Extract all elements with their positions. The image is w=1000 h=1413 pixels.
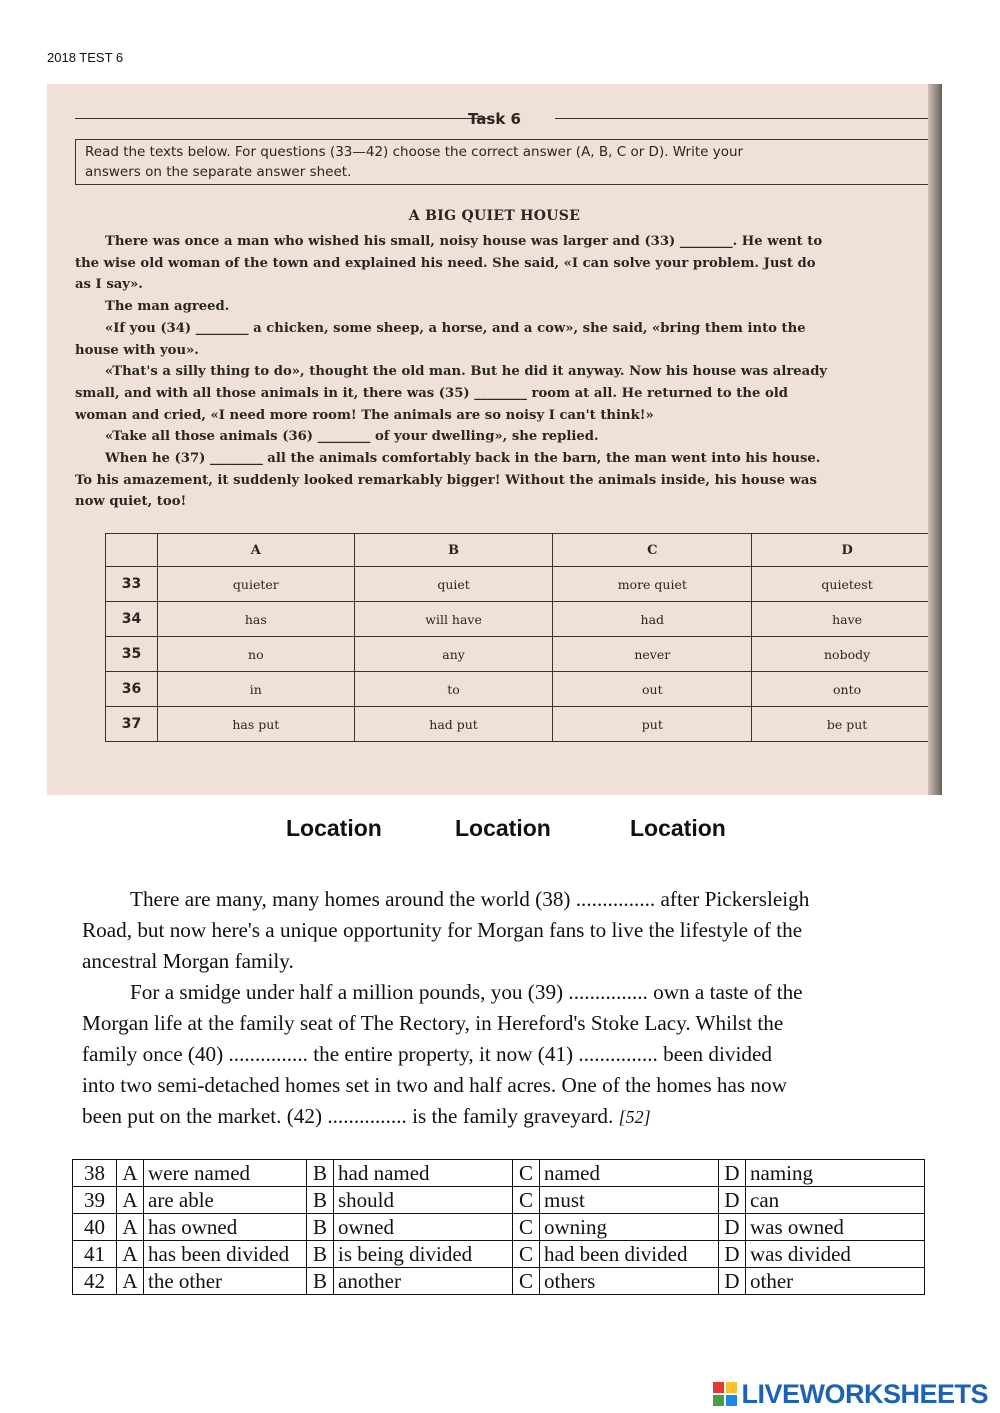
option-letter: A [117, 1241, 144, 1268]
story-line: the wise old woman of the town and explained his need. She said, «I can solve your problem. Just do [75, 255, 816, 271]
option-text: was divided [746, 1241, 925, 1268]
question-number: 34 [106, 602, 158, 637]
option-a: has put [157, 707, 354, 742]
option-text: the other [144, 1268, 307, 1295]
option-text: was owned [746, 1214, 925, 1241]
option-text: were named [144, 1160, 307, 1187]
option-text: has owned [144, 1214, 307, 1241]
option-d: have [752, 602, 942, 637]
story-line: When he (37) ________ all the animals comfortably back in the barn, the man went into his house. [105, 451, 821, 467]
story-line: small, and with all those animals in it, there was (35) ________ room at all. He returned to the old [75, 385, 788, 401]
text-line: into two semi-detached homes set in two and half acres. One of the homes has now [82, 1073, 787, 1097]
table-row [73, 1214, 925, 1241]
column-header-b: B [354, 534, 553, 567]
story-text [75, 231, 942, 513]
text-line: Road, but now here's a unique opportunity for Morgan fans to live the lifestyle of the [82, 918, 803, 942]
option-text: others [540, 1268, 719, 1295]
header-label: 2018 TEST 6 [47, 50, 124, 65]
option-letter: B [307, 1268, 334, 1295]
story-line: woman and cried, «I need more room! The animals are so noisy I can't think!» [75, 407, 654, 423]
question-number: 38 [73, 1160, 117, 1187]
text-line [82, 1101, 912, 1133]
story-line: «That's a silly thing to do», thought the old man. But he did it anyway. Now his house was already [105, 364, 828, 380]
brand-name: LIVEWORKSHEETS [741, 1378, 988, 1409]
option-b: any [354, 637, 553, 672]
table-corner-cell [106, 534, 158, 567]
table-row [106, 567, 943, 602]
brand-mark-square [726, 1382, 737, 1393]
option-d: nobody [752, 637, 942, 672]
option-a: has [157, 602, 354, 637]
option-a: no [157, 637, 354, 672]
table-row [73, 1241, 925, 1268]
option-b: to [354, 672, 553, 707]
option-text: must [540, 1187, 719, 1214]
option-letter: C [513, 1214, 540, 1241]
option-text: other [746, 1268, 925, 1295]
option-letter: B [307, 1241, 334, 1268]
option-c: put [553, 707, 752, 742]
table-row [73, 1187, 925, 1214]
citation: [52] [618, 1107, 651, 1127]
location-label: Location [455, 815, 551, 841]
option-text: owned [334, 1214, 513, 1241]
answer-options-table-33-37 [105, 533, 942, 742]
story-line: There was once a man who wished his small, noisy house was larger and (33) ________. He went to [105, 234, 823, 249]
text-line: family once (40) ............... the entire property, it now (41) ............... been divided [82, 1042, 772, 1066]
option-text: can [746, 1187, 925, 1214]
option-letter: D [719, 1241, 746, 1268]
option-letter: B [307, 1160, 334, 1187]
text-line: There are many, many homes around the world (38) ............... after Pickersleigh [130, 887, 810, 911]
story-title: A BIG QUIET HOUSE [408, 208, 581, 224]
column-header-a: A [157, 534, 354, 567]
story-line: house with you». [75, 342, 199, 358]
option-text: is being divided [334, 1241, 513, 1268]
option-b: quiet [354, 567, 553, 602]
question-number: 40 [73, 1214, 117, 1241]
option-c: out [553, 672, 752, 707]
option-c: more quiet [553, 567, 752, 602]
text-line-content: been put on the market. (42) ............... is the family graveyard. [82, 1104, 614, 1128]
option-d: be put [752, 707, 942, 742]
column-header-d: D [752, 534, 942, 567]
option-d: quietest [752, 567, 942, 602]
option-a: quieter [157, 567, 354, 602]
brand-logo [713, 1376, 988, 1412]
option-letter: D [719, 1268, 746, 1295]
table-row [106, 707, 943, 742]
task-title: Task 6 [468, 110, 521, 128]
location-label: Location [630, 815, 726, 841]
question-number: 33 [106, 567, 158, 602]
option-text: had been divided [540, 1241, 719, 1268]
instructions-box [75, 139, 942, 185]
option-letter: C [513, 1268, 540, 1295]
text-line: For a smidge under half a million pounds, you (39) ............... own a taste of the [130, 980, 803, 1004]
morgan-text [82, 884, 912, 1133]
option-a: in [157, 672, 354, 707]
table-row [73, 1160, 925, 1187]
question-number: 36 [106, 672, 158, 707]
option-text: owning [540, 1214, 719, 1241]
location-label: Location [286, 815, 382, 841]
option-b: will have [354, 602, 553, 637]
story-line: now quiet, too! [75, 494, 187, 510]
column-header-c: C [553, 534, 752, 567]
question-number: 41 [73, 1241, 117, 1268]
option-letter: A [117, 1160, 144, 1187]
question-number: 37 [106, 707, 158, 742]
scanned-task-page [47, 84, 942, 795]
option-text: naming [746, 1160, 925, 1187]
option-b: had put [354, 707, 553, 742]
option-letter: D [719, 1160, 746, 1187]
option-letter: D [719, 1187, 746, 1214]
instructions-line: Read the texts below. For questions (33—42) choose the correct answer (A, B, C or D). Write your [85, 144, 744, 160]
option-text: named [540, 1160, 719, 1187]
story-line: «If you (34) ________ a chicken, some sheep, a horse, and a cow», she said, «bring them into the [105, 320, 806, 336]
table-row [106, 602, 943, 637]
table-row [106, 637, 943, 672]
story-line: The man agreed. [105, 299, 230, 315]
brand-mark-square [713, 1382, 724, 1393]
option-c: had [553, 602, 752, 637]
brand-mark-icon [713, 1382, 737, 1406]
option-letter: A [117, 1187, 144, 1214]
question-number: 39 [73, 1187, 117, 1214]
answer-options-table-38-42 [72, 1159, 925, 1295]
question-number: 35 [106, 637, 158, 672]
option-letter: B [307, 1187, 334, 1214]
option-text: has been divided [144, 1241, 307, 1268]
option-letter: A [117, 1268, 144, 1295]
story-line: as I say». [75, 277, 143, 293]
text-line: Morgan life at the family seat of The Rectory, in Hereford's Stoke Lacy. Whilst the [82, 1011, 784, 1035]
option-letter: A [117, 1214, 144, 1241]
option-letter: D [719, 1214, 746, 1241]
option-letter: C [513, 1160, 540, 1187]
brand-mark-square [713, 1395, 724, 1406]
scan-page-edge-shadow [928, 84, 942, 795]
option-c: never [553, 637, 752, 672]
option-text: are able [144, 1187, 307, 1214]
instructions-line: answers on the separate answer sheet. [85, 164, 352, 180]
option-letter: C [513, 1187, 540, 1214]
option-d: onto [752, 672, 942, 707]
option-text: another [334, 1268, 513, 1295]
option-letter: B [307, 1214, 334, 1241]
option-text: had named [334, 1160, 513, 1187]
option-text: should [334, 1187, 513, 1214]
table-row [106, 672, 943, 707]
brand-mark-square [726, 1395, 737, 1406]
story-line: To his amazement, it suddenly looked remarkably bigger! Without the animals inside, his house was [75, 472, 817, 488]
story-line: «Take all those animals (36) ________ of your dwelling», she replied. [105, 429, 599, 445]
option-letter: C [513, 1241, 540, 1268]
question-number: 42 [73, 1268, 117, 1295]
table-header-row [106, 534, 943, 567]
text-line: ancestral Morgan family. [82, 949, 294, 973]
table-row [73, 1268, 925, 1295]
